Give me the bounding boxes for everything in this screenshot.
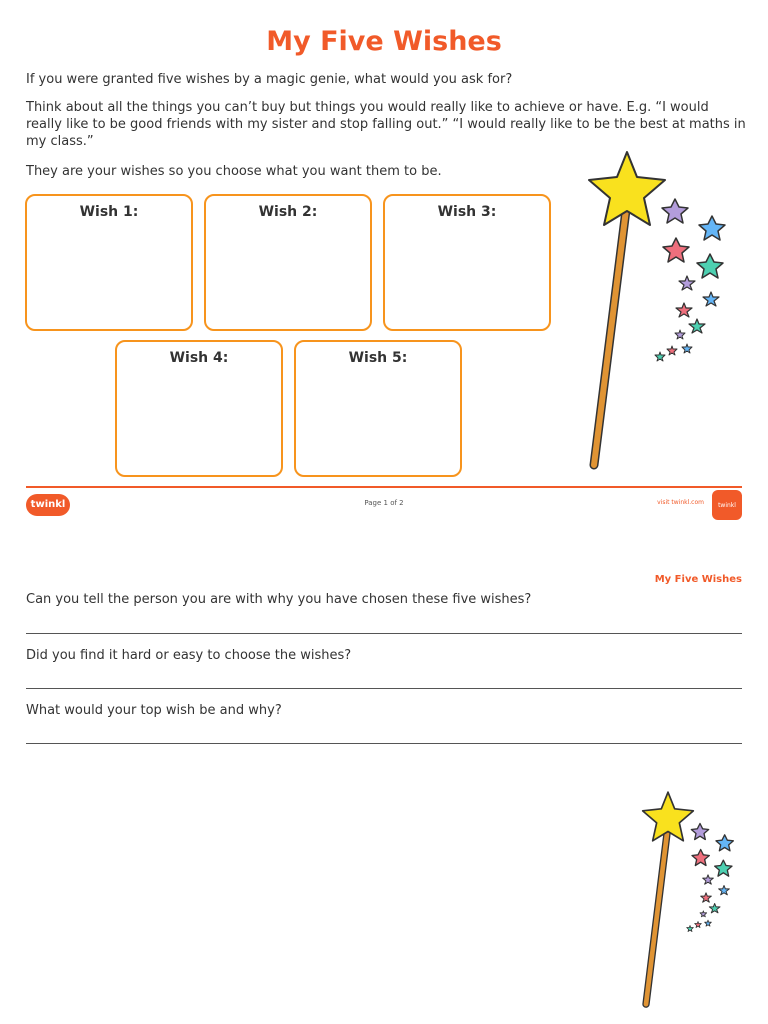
visit-link[interactable]: visit twinkl.com: [657, 499, 704, 506]
wish-box-2[interactable]: [204, 194, 372, 331]
question-2: Did you find it hard or easy to choose the wishes?: [26, 648, 352, 663]
page-number: Page 1 of 2: [364, 499, 404, 507]
star-icon: [700, 911, 707, 917]
magic-wand-illustration: [570, 140, 750, 480]
wand-stick-icon: [594, 210, 626, 465]
star-icon: [679, 276, 695, 290]
star-icon: [667, 346, 677, 355]
wand-stick-icon: [646, 831, 667, 1004]
star-icon: [662, 199, 688, 223]
wish-box-3[interactable]: [383, 194, 551, 331]
star-icon: [663, 238, 689, 262]
star-icon: [682, 344, 692, 353]
twinkl-logo: twinkl: [26, 494, 70, 516]
wish-label: Wish 1:: [79, 204, 139, 220]
wish-label: Wish 5:: [348, 350, 408, 366]
star-icon: [715, 860, 732, 876]
footer-divider: [26, 486, 742, 488]
star-icon: [703, 292, 719, 306]
wish-box-1[interactable]: [25, 194, 193, 331]
wish-label: Wish 3:: [437, 204, 497, 220]
star-icon: [695, 922, 702, 928]
star-icon: [709, 904, 720, 913]
wish-label: Wish 4:: [169, 350, 229, 366]
star-icon: [705, 920, 712, 926]
star-icon: [655, 352, 665, 361]
question-3: What would your top wish be and why?: [26, 703, 282, 718]
star-icon: [699, 216, 725, 240]
badge-label: twinkl: [718, 501, 736, 509]
twinkl-badge-icon: [712, 490, 742, 520]
answer-line-1[interactable]: [26, 633, 742, 634]
star-icon: [719, 886, 730, 895]
answer-line-3[interactable]: [26, 743, 742, 744]
choose-text: They are your wishes so you choose what you want them to be.: [26, 164, 442, 179]
star-icon: [701, 893, 712, 902]
star-icon: [687, 926, 694, 932]
page-title: My Five Wishes: [266, 26, 502, 57]
intro-text: If you were granted five wishes by a magic genie, what would you ask for?: [26, 72, 513, 87]
wish-box-5[interactable]: [294, 340, 462, 477]
star-icon: [703, 875, 714, 884]
star-icon: [689, 319, 705, 333]
wish-box-4[interactable]: [115, 340, 283, 477]
magic-wand-illustration-small: [630, 775, 750, 1020]
think-text: Think about all the things you can’t buy but things you would really like to achieve or have. E.g. “I would really like to be good friends with my sister and stop falling out.” “I would really like to be the best at maths in my class.”: [26, 100, 746, 149]
star-icon: [716, 835, 733, 851]
wish-label: Wish 2:: [258, 204, 318, 220]
question-1: Can you tell the person you are with why you have chosen these five wishes?: [26, 592, 532, 607]
answer-line-2[interactable]: [26, 688, 742, 689]
star-icon: [691, 824, 708, 840]
star-icon: [697, 254, 723, 278]
star-icon: [692, 850, 709, 866]
star-icon: [676, 303, 692, 317]
running-title: My Five Wishes: [654, 574, 742, 585]
star-icon: [675, 330, 685, 339]
